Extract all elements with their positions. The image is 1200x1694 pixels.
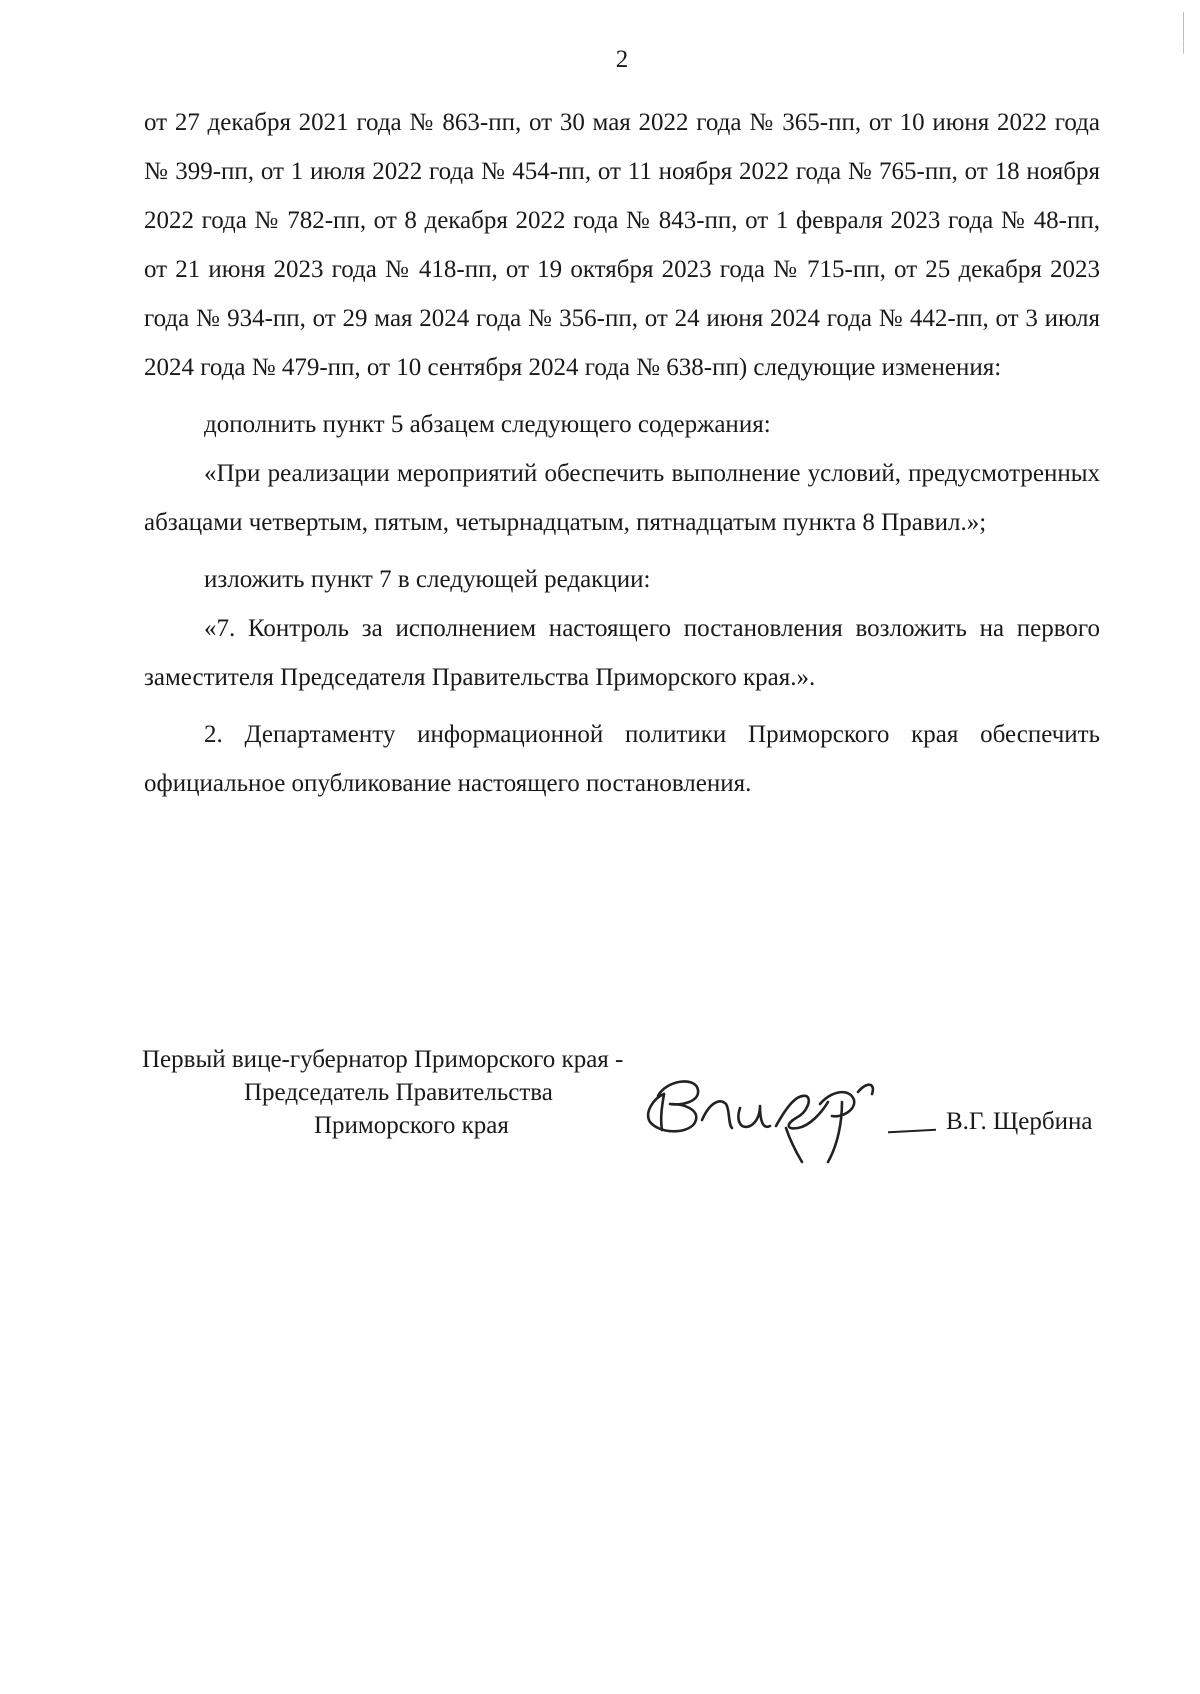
- publication-paragraph: 2. Департаменту информационной политики Приморского края обеспечить официальное опубликование настоящего постановления.: [144, 721, 1100, 797]
- signer-name: В.Г. Щербина: [946, 1108, 1093, 1135]
- position-line-1: Первый вице-губернатор Приморского края -: [142, 1046, 624, 1073]
- handwritten-signature-icon: [636, 1068, 926, 1178]
- instruction-paragraph-1: дополнить пункт 5 абзацем следующего содержания:: [204, 411, 771, 438]
- quoted-control-paragraph: «7. Контроль за исполнением настоящего постановления возложить на первого заместителя Председателя Правительства Приморского края.».: [144, 615, 1100, 691]
- page-number: 2: [615, 46, 629, 73]
- position-line-2: Председатель Правительства: [244, 1079, 553, 1106]
- amendment-list-paragraph: от 27 декабря 2021 года № 863-пп, от 30 мая 2022 года № 365-пп, от 10 июня 2022 года № 399-пп, от 1 июля 2022 года № 454-пп, от 11 ноября 2022 года № 765-пп, от 18 ноября 2022 года № 782-пп, от 8 декабря 2022 года № 843-пп, от 1 февраля 2023 года № 48-пп, от 21 июня 2023 года № 418-пп, от 19 октября 2023 года № 715-пп, от 25 декабря 2023 года № 934-пп, от 29 мая 2024 года № 356-пп, от 24 июня 2024 года № 442-пп, от 3 июля 2024 года № 479-пп, от 10 сентября 2024 года № 638-пп) следующие изменения:: [144, 109, 1100, 381]
- signatory-position: [142, 1043, 702, 1142]
- position-line-3: Приморского края: [314, 1112, 509, 1139]
- instruction-paragraph-2: изложить пункт 7 в следующей редакции:: [204, 566, 651, 593]
- document-body: [144, 98, 1100, 808]
- quoted-addition-paragraph: «При реализации мероприятий обеспечить выполнение условий, предусмотренных абзацами четвертым, пятым, четырнадцатым, пятнадцатым пункта 8 Правил.»;: [144, 460, 1100, 536]
